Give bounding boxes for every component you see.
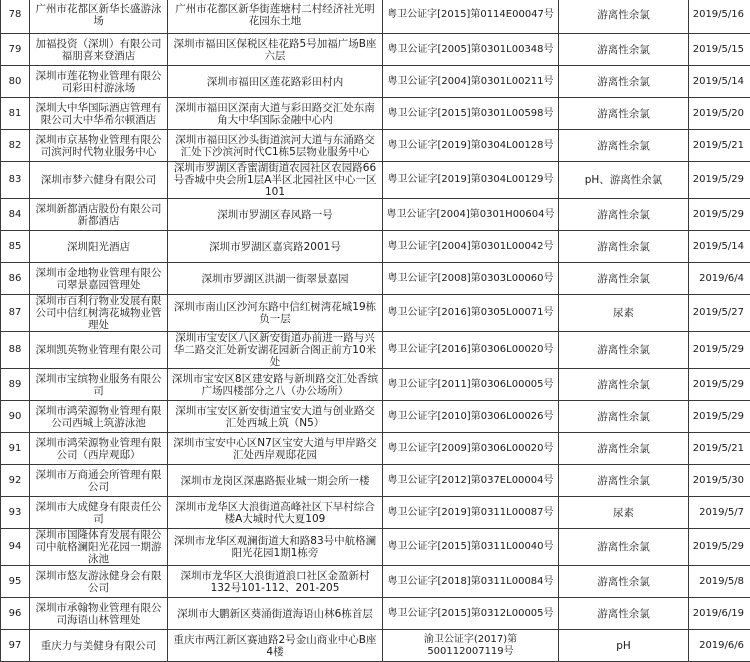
license-number: 粤卫公证字[2019]第0311L00087号 [383,497,559,529]
inspection-date: 2019/5/29 [689,332,750,369]
failed-item: pH、游离性余氯 [559,162,689,199]
license-number: 粤卫公证字[2004]第0301H00604号 [383,199,559,231]
row-number: 90 [1,401,30,433]
inspection-date: 2019/5/16 [689,0,750,34]
table-row [1,598,750,630]
unit-address: 深圳市福田区保税区桂花路5号加福广场B座六层 [168,34,383,66]
inspection-date: 2019/6/19 [689,598,750,630]
failed-item: 游离性余氯 [559,332,689,369]
failed-item: 游离性余氯 [559,0,689,34]
inspection-date: 2019/5/29 [689,529,750,566]
unit-address: 深圳市宝安区八区新安街道办前进一路与兴华二路交汇处新安湖花园新合阁正前方10米处 [168,332,383,369]
license-number: 粤卫公证字[2012]第037EL00004号 [383,465,559,497]
table-row [1,465,750,497]
unit-address: 广州市花都区新华街莲塘村二村经济社光明花园东土地 [168,0,383,34]
unit-name: 深圳市鸿荣源物业管理有限公司西城上筑游泳池 [30,401,168,433]
table-row [1,162,750,199]
row-number: 83 [1,162,30,199]
license-number: 粤卫公证字[2004]第0301L00211号 [383,66,559,98]
table-row [1,630,750,662]
inspection-date: 2019/5/29 [689,369,750,401]
inspection-date: 2019/5/8 [689,566,750,598]
table-row [1,566,750,598]
failed-item: pH [559,630,689,662]
license-number: 粤卫公证字[2010]第0306L00026号 [383,401,559,433]
failed-item: 游离性余氯 [559,566,689,598]
unit-name: 重庆力与美健身有限公司 [30,630,168,662]
row-number: 88 [1,332,30,369]
license-number: 粤卫公证字[2015]第0301L00598号 [383,98,559,130]
table-row [1,529,750,566]
row-number: 93 [1,497,30,529]
unit-name: 深圳市悠友游泳健身会有限公司 [30,566,168,598]
license-number: 粤卫公证字[2015]第0311L00040号 [383,529,559,566]
unit-address: 深圳市宝安区8区建安路与新圳路交汇处香缤广场四楼部分之八（办公场所） [168,369,383,401]
inspection-date: 2019/5/29 [689,199,750,231]
row-number: 78 [1,0,30,34]
table-row [1,433,750,465]
row-number: 87 [1,295,30,332]
row-number: 80 [1,66,30,98]
failed-item: 尿素 [559,497,689,529]
row-number: 81 [1,98,30,130]
inspection-date: 2019/5/27 [689,295,750,332]
inspection-date: 2019/5/21 [689,130,750,162]
unit-name: 深圳阳光酒店 [30,231,168,263]
row-number: 95 [1,566,30,598]
unit-name: 深圳市梦六健身有限公司 [30,162,168,199]
row-number: 89 [1,369,30,401]
license-number: 粤卫公证字[2005]第0301L00348号 [383,34,559,66]
unit-address: 深圳市大鹏新区葵涌街道海语山林6栋首层 [168,598,383,630]
table-row [1,332,750,369]
unit-address: 深圳市宝安区新安街道宝安大道与创业路交汇处西城上筑（N5） [168,401,383,433]
license-number: 粤卫公证字[2009]第0306L00020号 [383,433,559,465]
inspection-date: 2019/6/6 [689,630,750,662]
row-number: 96 [1,598,30,630]
failed-item: 游离性余氯 [559,231,689,263]
unit-address: 深圳市罗湖区香蜜湖街道农园社区农园路66号香城中央会所1层A半区北园社区中心一区101 [168,162,383,199]
inspection-date: 2019/6/4 [689,263,750,295]
license-number: 粤卫公证字[2004]第0301L00042号 [383,231,559,263]
unit-name: 深圳市国隆体育发展有限公司中航格澜阳光花园一期游泳池 [30,529,168,566]
table-row [1,130,750,162]
license-number: 粤卫公证字[2016]第0306L00020号 [383,332,559,369]
unit-address: 深圳市龙华区大浪街道高峰社区下早村综合楼A大城时代大夏109 [168,497,383,529]
failed-item: 游离性余氯 [559,98,689,130]
unit-address: 深圳市南山区沙河东路中信红树湾花城19栋负一层 [168,295,383,332]
unit-name: 深圳市宝缤物业服务有限公司 [30,369,168,401]
failed-item: 游离性余氯 [559,66,689,98]
unit-name: 深圳市大成健身有限责任公司 [30,497,168,529]
license-number: 粤卫公证字[2008]第0303L00060号 [383,263,559,295]
license-number: 粤卫公证字[2016]第0305L00071号 [383,295,559,332]
table-row [1,34,750,66]
row-number: 79 [1,34,30,66]
table-row [1,401,750,433]
license-number: 粤卫公证字[2019]第0304L00128号 [383,130,559,162]
unit-address: 深圳市龙岗区深惠路振业城一期会所一楼 [168,465,383,497]
license-number: 粤卫公证字[2011]第0306L00005号 [383,369,559,401]
unit-address: 深圳市福田区莲花路彩田村内 [168,66,383,98]
table-row [1,98,750,130]
unit-name: 深圳市万商通会所管理有限公司 [30,465,168,497]
license-number: 渝卫公证字(2017)第500112007119号 [383,630,559,662]
unit-address: 深圳市罗湖区春风路一号 [168,199,383,231]
inspection-date: 2019/5/21 [689,433,750,465]
row-number: 92 [1,465,30,497]
table-row [1,0,750,34]
row-number: 94 [1,529,30,566]
unit-name: 深圳凯英物业管理有限公司 [30,332,168,369]
row-number: 97 [1,630,30,662]
table-row [1,369,750,401]
failed-item: 游离性余氯 [559,199,689,231]
failed-item: 游离性余氯 [559,369,689,401]
license-number: 粤卫公证字[2019]第0304L00129号 [383,162,559,199]
table-row [1,66,750,98]
unit-address: 重庆市两江新区赛迪路2号金山商业中心B座4楼 [168,630,383,662]
failed-item: 游离性余氯 [559,433,689,465]
inspection-date: 2019/5/29 [689,401,750,433]
license-number: 粤卫公证字[2015]第0312L00005号 [383,598,559,630]
unit-name: 广州市花都区新华长盛游泳场 [30,0,168,34]
row-number: 82 [1,130,30,162]
license-number: 粤卫公证字[2015]第0114E00047号 [383,0,559,34]
unit-name: 深圳市金地物业管理有限公司翠景嘉园管理处 [30,263,168,295]
inspection-date: 2019/5/20 [689,98,750,130]
unit-address: 深圳市龙华区观澜街道大和路83号中航格澜阳光花园1期1栋旁 [168,529,383,566]
failed-item: 游离性余氯 [559,598,689,630]
row-number: 85 [1,231,30,263]
unit-name: 深圳市承翰物业管理有限公司海语山林管理处 [30,598,168,630]
unit-name: 加福投资（深圳）有限公司福朋喜来登酒店 [30,34,168,66]
unit-name: 深圳大中华国际酒店管理有限公司大中华希尔顿酒店 [30,98,168,130]
unit-address: 深圳市龙华区大浪街道浪口社区金盈新村132号101-112、201-205 [168,566,383,598]
failed-item: 游离性余氯 [559,401,689,433]
table-body [1,0,750,662]
row-number: 84 [1,199,30,231]
inspection-date: 2019/5/14 [689,66,750,98]
unit-address: 深圳市罗湖区洪湖一街翠景嘉园 [168,263,383,295]
row-number: 91 [1,433,30,465]
inspection-date: 2019/5/15 [689,34,750,66]
failed-item: 游离性余氯 [559,263,689,295]
failed-item: 游离性余氯 [559,529,689,566]
failed-item: 游离性余氯 [559,465,689,497]
unit-name: 深圳市莲花物业管理有限公司彩田村游泳场 [30,66,168,98]
unit-name: 深圳新都酒店股份有限公司新都酒店 [30,199,168,231]
unit-name: 深圳市百利行物业发展有限公司中信红树湾花城物业管理处 [30,295,168,332]
failed-item: 游离性余氯 [559,34,689,66]
unit-name: 深圳市京基物业管理有限公司滨河时代物业服务中心 [30,130,168,162]
row-number: 86 [1,263,30,295]
table-row [1,263,750,295]
inspection-date: 2019/5/7 [689,497,750,529]
failed-item: 游离性余氯 [559,130,689,162]
table-row [1,199,750,231]
failed-item: 尿素 [559,295,689,332]
table-row [1,231,750,263]
unit-address: 深圳市宝安中心区N7区宝安大道与甲岸路交汇处西岸观邸花园 [168,433,383,465]
unit-name: 深圳市鸿荣源物业管理有限公司（西岸观邸） [30,433,168,465]
inspection-date: 2019/5/30 [689,465,750,497]
table-row [1,295,750,332]
unit-address: 深圳市福田区深南大道与彩田路交汇处东南角大中华国际金融中心内 [168,98,383,130]
inspection-date: 2019/5/14 [689,231,750,263]
unit-address: 深圳市罗湖区嘉宾路2001号 [168,231,383,263]
license-number: 粤卫公证字[2018]第0311L00084号 [383,566,559,598]
inspection-date: 2019/5/29 [689,162,750,199]
table-row [1,497,750,529]
unit-address: 深圳市福田区沙头街道滨河大道与东涌路交汇处下沙滨河时代C1栋5层物业服务中心 [168,130,383,162]
